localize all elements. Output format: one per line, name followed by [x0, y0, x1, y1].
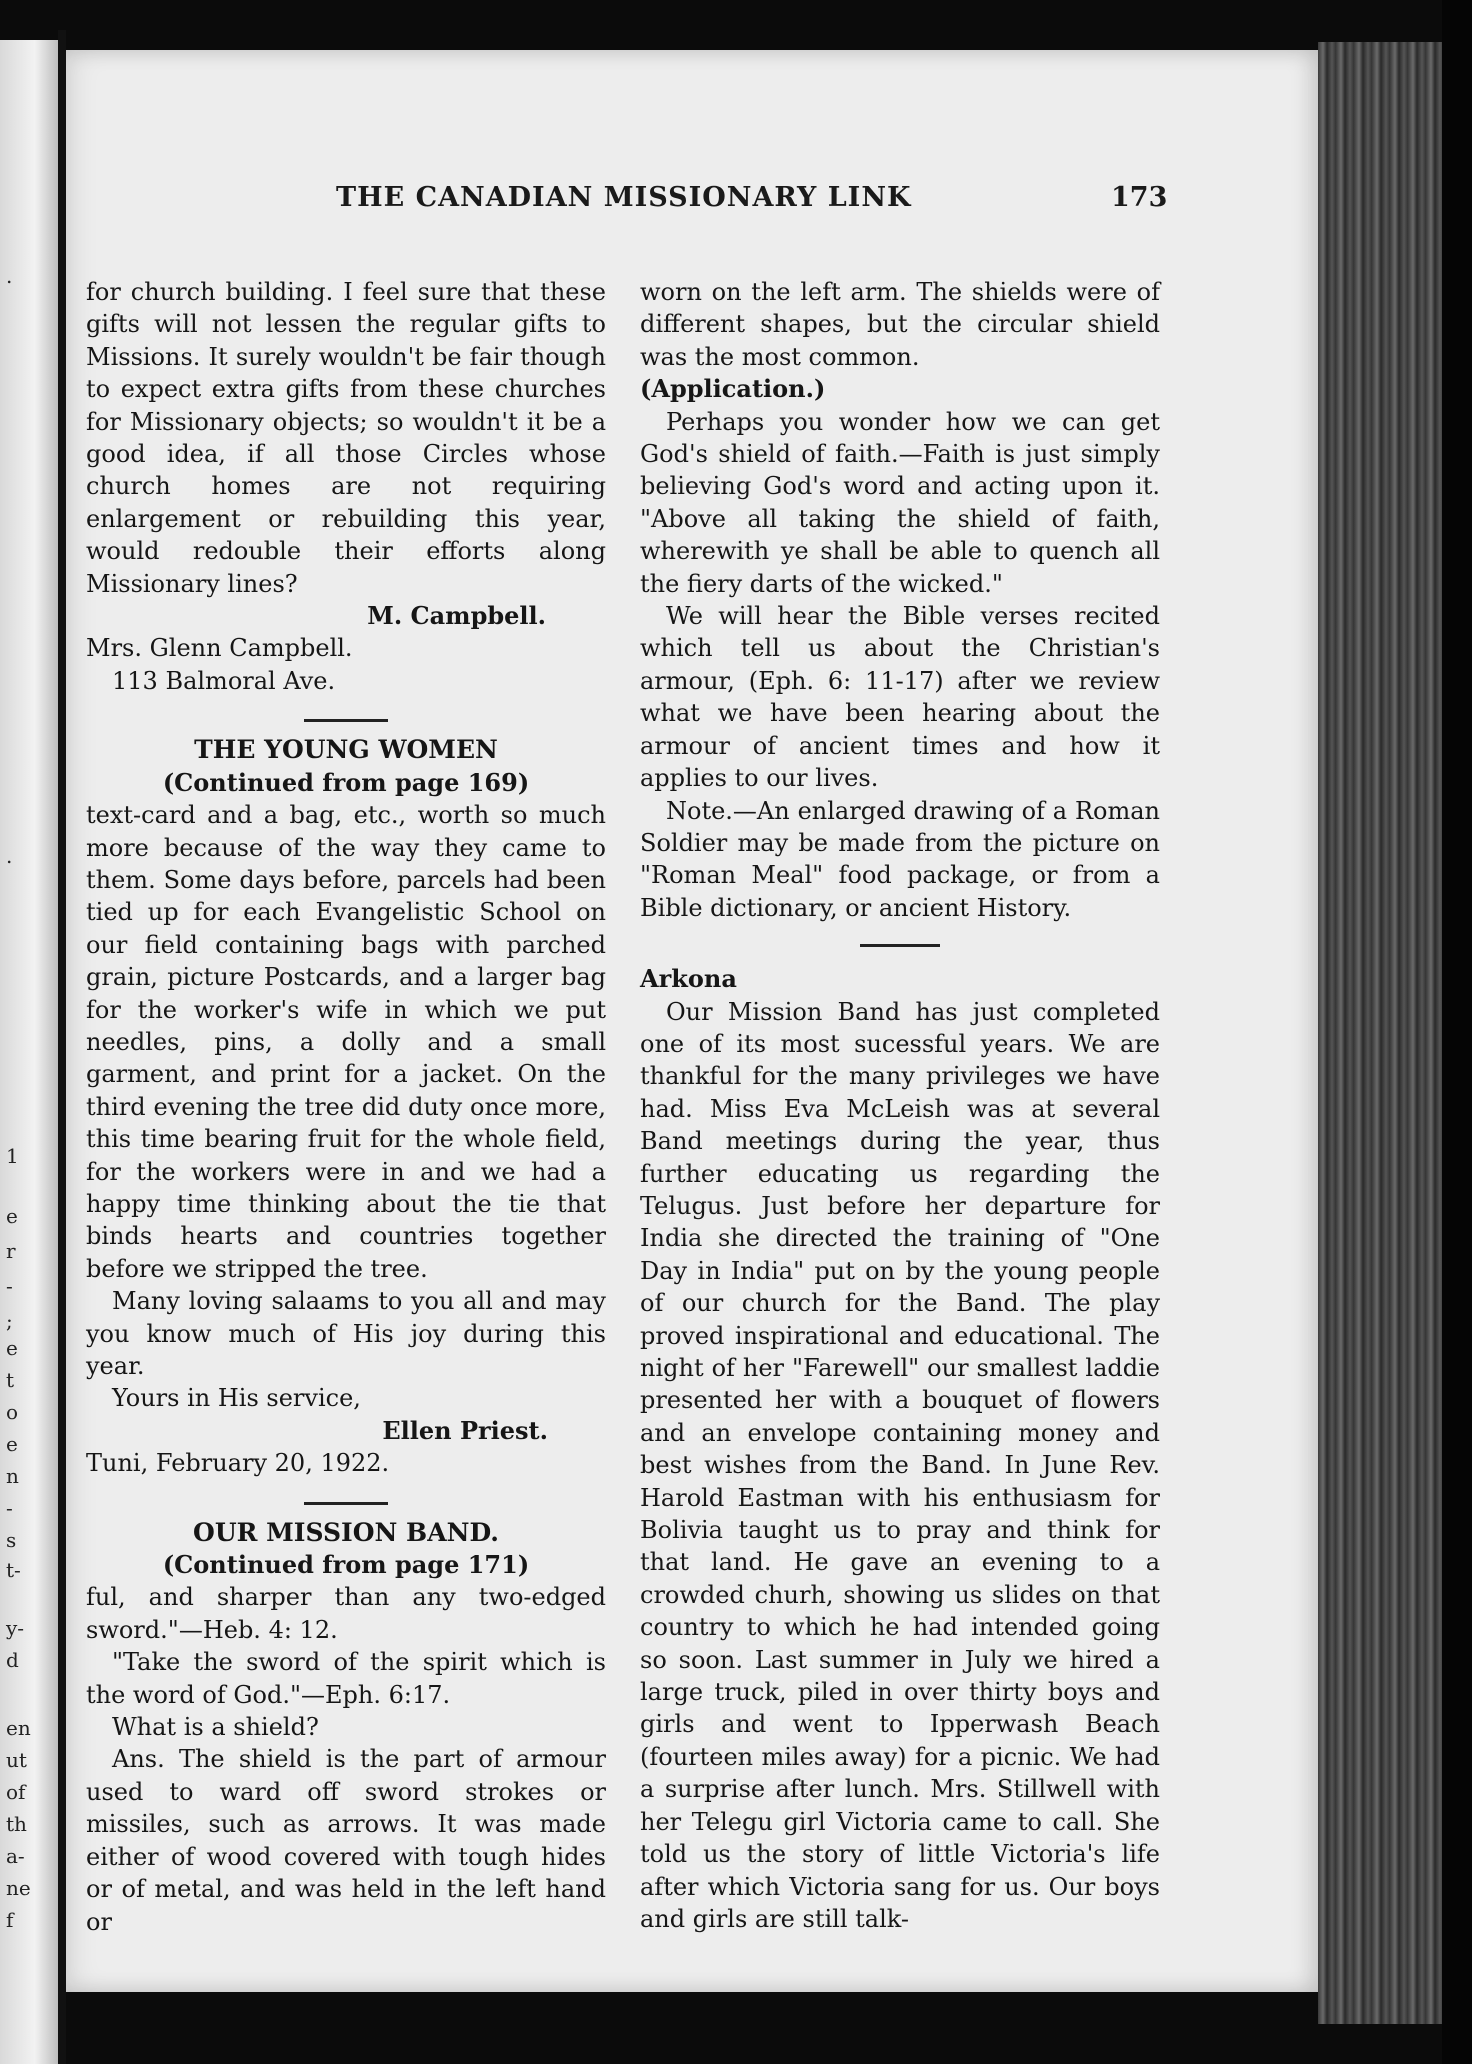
application-paragraph: Perhaps you wonder how we can get God's shield of faith.—Faith is just simply believing God's word and acting upon it. "Above all taking the shield of faith, wherewith ye shall be able to quench all the fiery darts of the wicked."	[640, 407, 1160, 598]
adjacent-page-edge	[0, 40, 58, 2064]
bleed-char: ut	[6, 1748, 27, 1772]
bleed-char: f	[6, 1908, 14, 1932]
page-number: 173	[1111, 182, 1168, 213]
bleed-char: th	[6, 1812, 27, 1836]
left-column	[86, 276, 606, 1938]
shield-paragraph: worn on the left arm. The shields were of different shapes, but the circular shield was the most common.	[640, 278, 1160, 371]
address-street: 113 Balmoral Ave.	[112, 666, 336, 695]
bleed-char: -	[6, 1274, 13, 1298]
bleed-char: o	[6, 1400, 19, 1424]
arkona-heading: Arkona	[640, 964, 737, 994]
mission-band-paragraph: "Take the sword of the spirit which is the word of God."—Eph. 6:17.	[86, 1648, 606, 1709]
application-heading: (Application.)	[640, 374, 826, 404]
bleed-char: .	[6, 844, 13, 868]
bleed-char: ;	[6, 1309, 13, 1333]
mission-band-heading: OUR MISSION BAND.	[193, 1517, 499, 1547]
note-paragraph: Note.—An enlarged drawing of a Roman Soldier may be made from the picture on "Roman Meal" food package, or from a Bible dictionary, or ancient History.	[640, 796, 1160, 922]
mission-band-continued: (Continued from page 171)	[162, 1550, 530, 1580]
young-women-continued: (Continued from page 169)	[162, 767, 530, 797]
bleed-char: t	[6, 1368, 15, 1392]
letter-ending: for church building. I feel sure that these gifts will not lessen the regular gifts to Missions. It surely wouldn't be fair though to expect extra gifts from these churches for Missionary objects; so wouldn't it be a good idea, if all those Circles whose church homes are not requiring enlargement or rebuilding this year, would redouble their efforts along Missionary lines?	[86, 278, 606, 598]
bleed-char: a-	[6, 1844, 25, 1868]
bleed-char: r	[6, 1239, 16, 1263]
bleed-char: of	[6, 1780, 26, 1804]
address-name: Mrs. Glenn Campbell.	[86, 634, 353, 663]
signature: Ellen Priest.	[382, 1415, 548, 1445]
letter-signature: M. Campbell.	[367, 601, 546, 631]
bleed-char: t-	[6, 1558, 21, 1582]
bleed-char: d	[6, 1648, 19, 1672]
closing: Yours in His service,	[112, 1384, 361, 1413]
bleed-char: -	[6, 1496, 13, 1520]
right-column	[640, 276, 1160, 1935]
mission-band-paragraph: ful, and sharper than any two-edged sword."—Heb. 4: 12.	[86, 1583, 606, 1644]
gutter-shadow	[58, 30, 66, 2064]
bleed-char: .	[6, 264, 13, 288]
background-edge	[1442, 0, 1472, 2064]
bleed-char: s	[6, 1528, 17, 1552]
section-divider	[304, 719, 388, 722]
running-title: THE CANADIAN MISSIONARY LINK	[336, 182, 912, 213]
application-paragraph: We will hear the Bible verses recited which tell us about the Christian's armour, (Eph. 6: 11-17) after we review what we have been hearing about the armour of ancient times and how it applies to our lives.	[640, 602, 1160, 793]
dateline: Tuni, February 20, 1922.	[86, 1449, 390, 1478]
section-divider	[860, 944, 940, 947]
arkona-paragraph: Our Mission Band has just completed one of its most sucessful years. We are thankful for the many privileges we have had. Miss Eva McLeish was at several Band meetings during the year, thus further educating us regarding the Telugus. Just before her departure for India she directed the training of "One Day in India" put on by the young people of our church for the Band. The play proved inspirational and educational. The night of her "Farewell" our smallest laddie presented her with a bouquet of flowers and an envelope containing money and best wishes from the Band. In June Rev. Harold Eastman with his enthusiasm for Bolivia taught us to pray and think for that land. He gave an evening to a crowded churh, showing us slides on that country to which he had intended going so soon. Last summer in July we hired a large truck, piled in over thirty boys and girls and went to Ipperwash Beach (fourteen miles away) for a picnic. We had a surprise after lunch. Mrs. Stillwell with her Telegu girl Victoria came to call. She told us the story of little Victoria's life after which Victoria sang for us. Our boys and girls are still talk-	[640, 997, 1160, 1933]
bleed-char: 1	[6, 1144, 19, 1168]
book-spine-pages	[1318, 42, 1442, 2024]
answer-paragraph: Ans. The shield is the part of armour used to ward off sword strokes or missiles, such as arrows. It was made either of wood covered with tough hides or of metal, and was held in the left hand or	[86, 1745, 606, 1936]
young-women-heading: THE YOUNG WOMEN	[194, 735, 498, 765]
bleed-char: en	[6, 1716, 31, 1740]
question: What is a shield?	[112, 1713, 319, 1742]
bleed-char: e	[6, 1204, 18, 1228]
magazine-page	[66, 50, 1318, 1992]
page-header	[66, 182, 1318, 222]
bleed-char: n	[6, 1464, 19, 1488]
young-women-paragraph: text-card and a bag, etc., worth so much more because of the way they came to them. Some days before, parcels had been tied up for each Evangelistic School on our field containing bags with parched grain, picture Postcards, and a larger bag for the worker's wife in which we put needles, pins, a dolly and a small garment, and print for a jacket. On the third evening the tree did duty once more, this time bearing fruit for the whole field, for the workers were in and we had a happy time thinking about the tie that binds hearts and countries together before we stripped the tree.	[86, 801, 606, 1283]
bleed-char: e	[6, 1432, 18, 1456]
young-women-paragraph: Many loving salaams to you all and may you know much of His joy during this year.	[86, 1287, 606, 1380]
bleed-char: y-	[6, 1616, 25, 1640]
bleed-char: ne	[6, 1876, 31, 1900]
section-divider	[304, 1502, 388, 1505]
bleed-char: e	[6, 1336, 18, 1360]
